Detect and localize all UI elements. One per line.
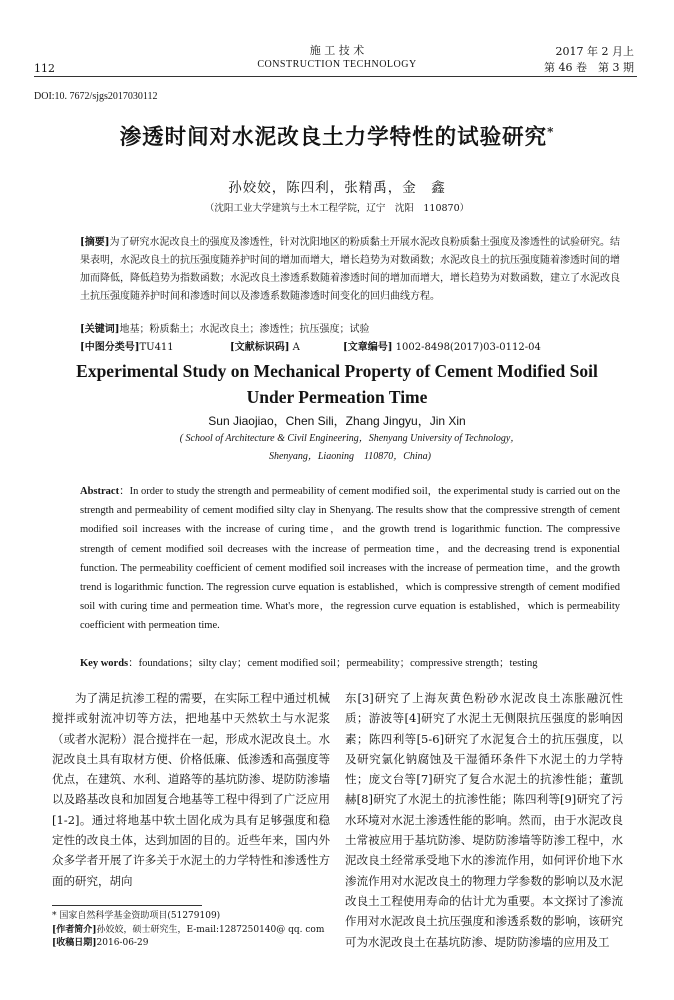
article-no-value: 1002-8498(2017)03-0112-04 xyxy=(395,342,541,353)
authors-cn: 孙姣姣，陈四利，张精禹，金 鑫 xyxy=(228,180,446,196)
footnote-rule xyxy=(52,905,202,906)
title-en-line2: Under Permeation Time xyxy=(246,387,428,407)
journal-name-cn: 施 工 技 术 xyxy=(309,44,365,57)
fund-note: * 国家自然科学基金资助项目(51279109) xyxy=(52,911,221,921)
abstract-en-text: ：In order to study the strength and permeability of cement modified soil，the experimental study is carried out on the strength and permeability of cement modified silty clay in Shenyang. The results show that the compressive strength of cement modified soil increases with the increase of curing time，and the growth trend is logarithmic function. The compressive strength of cement modified soil decreases with the increase of permeation time，and the decreasing trend is exponential function. The permeability coefficient of cement modified soil increases with the increase of permeation time，and the growth trend is logarithmic function. The regression curve equation is established，which is compressive strength of cement modified soil with curing time and permeation time. What's more，the regression curve equation is established，which is permeability coefficient with permeation time. xyxy=(80,486,620,632)
article-no xyxy=(343,338,541,353)
journal-name-en: CONSTRUCTION TECHNOLOGY xyxy=(257,59,417,70)
keywords-en-label: Key words xyxy=(80,658,129,669)
keywords-cn xyxy=(80,320,620,335)
doc-code xyxy=(230,338,300,353)
authors-en: Sun Jiaojiao，Chen Sili，Zhang Jingyu，Jin Xin xyxy=(208,414,466,428)
abstract-en-label: Abstract xyxy=(80,486,120,497)
affiliation-cn: （沈阳工业大学建筑与土木工程学院，辽宁 沈阳 110870） xyxy=(204,203,470,214)
issue-info xyxy=(544,44,634,76)
keywords-en-text: ：foundations；silty clay；cement modified soil；permeability；compressive strength；testing xyxy=(128,658,538,669)
issue-volume: 第 46 卷 第 3 期 xyxy=(544,61,634,74)
abstract-en xyxy=(80,482,620,636)
abstract-cn-text: 为了研究水泥改良土的强度及渗透性，针对沈阳地区的粉质黏土开展水泥改良粉质黏土强度及渗透性的试验研究。结果表明，水泥改良土的抗压强度随养护时间的增加而增大，增长趋势为对数函数；水泥改良土的抗压强度随着渗透时间的增加而降低，降低趋势为指数函数；水泥改良土渗透系数随着渗透时间的增加而增大，增长趋势为对数函数，建立了水泥改良土抗压强度随养护时间和渗透时间以及渗透系数随渗透时间变化的回归曲线方程。 xyxy=(80,237,621,302)
received-date-text: 2016-06-29 xyxy=(96,938,149,948)
title-cn-text: 渗透时间对水泥改良土力学特性的试验研究 xyxy=(119,125,548,150)
keywords-en xyxy=(80,655,620,670)
author-note-label: [作者简介] xyxy=(52,924,97,935)
author-note xyxy=(52,924,324,938)
paper-title-cn xyxy=(0,120,674,151)
paper-title-en xyxy=(0,358,674,410)
keywords-cn-label: [关键词] xyxy=(80,324,120,335)
received-date-label: [收稿日期] xyxy=(52,938,97,948)
title-en-line1: Experimental Study on Mechanical Property of Cement Modified Soil xyxy=(76,361,598,381)
abstract-cn xyxy=(80,234,620,306)
body-column-right: 东[3]研究了上海灰黄色粉砂水泥改良土冻胀融沉性质；游波等[4]研究了水泥土无侧限抗压强度的影响因素；陈四利等[5-6]研究了水泥复合土的抗压强度，以及研究氯化钠腐蚀及干湿循环条件下水泥土的力学特性；庞文台等[7]研究了复合水泥土的抗渗性能；董凯赫[8]研究了水泥土的抗渗性能；陈四利等[9]研究了污水环境对水泥土渗透性能的影响。然而，由于水泥改良土常被应用于基坑防渗、堤防防渗墙等防渗工程中，水泥改良土经常承受地下水的渗流作用，如何评价地下水渗流作用对水泥改良土的物理力学参数的影响以及水泥改良土工程使用寿命的估计尤为重要。本文探讨了渗流作用对水泥改良土抗压强度和渗透系数的影响，该研究可为水泥改良土在基坑防渗、堤防防渗墙的应用及工 xyxy=(345,691,623,949)
title-footnote-mark: * xyxy=(547,124,555,139)
received-date xyxy=(52,937,324,951)
clc-label: [中图分类号] xyxy=(80,342,140,353)
issue-date: 2017 年 2 月上 xyxy=(555,45,634,58)
doc-code-value: A xyxy=(292,342,300,353)
clc xyxy=(80,338,174,353)
abstract-cn-label: [摘要] xyxy=(80,237,110,248)
clc-value: TU411 xyxy=(139,342,174,353)
article-no-label: [文章编号] xyxy=(343,342,393,353)
doc-code-label: [文献标识码] xyxy=(230,342,290,353)
affiliation-en-line1: ( School of Architecture & Civil Engineering，Shenyang University of Technology， xyxy=(179,433,521,444)
affiliation-en-line2: Shenyang，Liaoning 110870，China) xyxy=(268,451,432,462)
author-note-text: 孙姣姣，硕士研究生，E-mail:1287250140@ qq. com xyxy=(96,924,325,935)
keywords-cn-text: 地基；粉质黏土；水泥改良土；渗透性；抗压强度；试验 xyxy=(119,324,370,335)
footnotes xyxy=(52,910,324,951)
page-number: 112 xyxy=(34,62,55,75)
body-column-left: 为了满足抗渗工程的需要，在实际工程中通过机械搅拌或射流冲切等方法，把地基中天然软土与水泥浆（或者水泥粉）混合搅拌在一起，形成水泥改良土。水泥改良土具有取材方便、价格低廉、低渗透和高强度等优点，在建筑、水利、道路等的基坑防渗、堤防防渗墙以及路基改良和加固复合地基等工程中得到了广泛应用[1-2]。通过将地基中软土固化成为具有足够强度和稳定性的改良土体，达到加固的目的。近些年来，国内外众多学者开展了许多关于水泥土的力学特性和渗透性方面的研究，胡向 xyxy=(52,691,330,888)
header-rule xyxy=(34,76,637,77)
doi: DOI:10. 7672/sjgs2017030112 xyxy=(34,91,158,102)
affiliation-en xyxy=(150,430,550,466)
